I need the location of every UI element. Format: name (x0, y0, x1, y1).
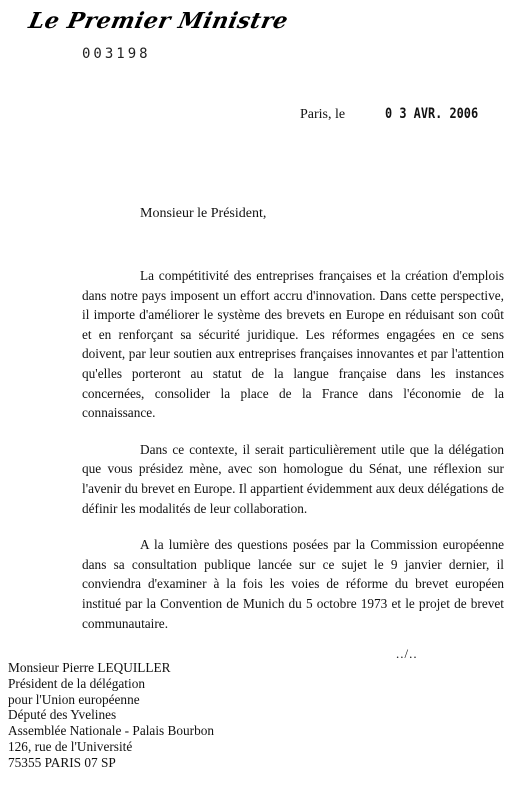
letter-body (82, 266, 504, 650)
salutation: Monsieur le Président, (140, 206, 267, 221)
date-stamp: 0 3 AVR. 2006 (384, 106, 478, 122)
address-line: 75355 PARIS 07 SP (8, 754, 116, 770)
address-line: pour l'Union européenne (8, 691, 140, 707)
letterhead-title: Le Premier Ministre (26, 8, 291, 34)
address-line: Président de la délégation (8, 675, 145, 691)
date-place: Paris, le (300, 107, 346, 122)
recipient-address (8, 660, 214, 771)
continuation-mark: ../.. (396, 646, 418, 661)
date-line (300, 106, 494, 123)
paragraph-3: A la lumière des questions posées par la Commission européenne dans sa consultation publique lancée sur ce sujet le 9 janvier dernier, il conviendra d'examiner à la fois les voies de réforme du brevet européen institué par la Convention de Munich du 5 octobre 1973 et le projet de brevet communautaire. (82, 537, 504, 631)
address-line: Assemblée Nationale - Palais Bourbon (8, 723, 215, 739)
reference-number: 003198 (82, 46, 151, 62)
paragraph-2: Dans ce contexte, il serait particulièrement utile que la délégation que vous présidez mène, avec son homologue du Sénat, une réflexion sur l'avenir du brevet en Europe. Il appartient évidemment aux deux délégations de définir les modalités de leur collaboration. (82, 441, 504, 516)
address-line: Monsieur Pierre LEQUILLER (8, 660, 171, 675)
address-line: 126, rue de l'Université (8, 738, 133, 754)
paragraph-1: La compétitivité des entreprises françaises et la création d'emplois dans notre pays imposent un effort accru d'innovation. Dans cette perspective, il importe d'améliorer le système des brevets en Europe en réduisant son coût et en renforçant sa sécurité juridique. Les réformes engagées en ce sens doivent, par leur soutien aux entreprises françaises innovantes et par l'attention qu'elles porteront au statut de la langue française dans les instances concernées, consolider la place de la France dans l'économie de la connaissance. (82, 268, 504, 421)
address-line: Député des Yvelines (8, 707, 117, 723)
